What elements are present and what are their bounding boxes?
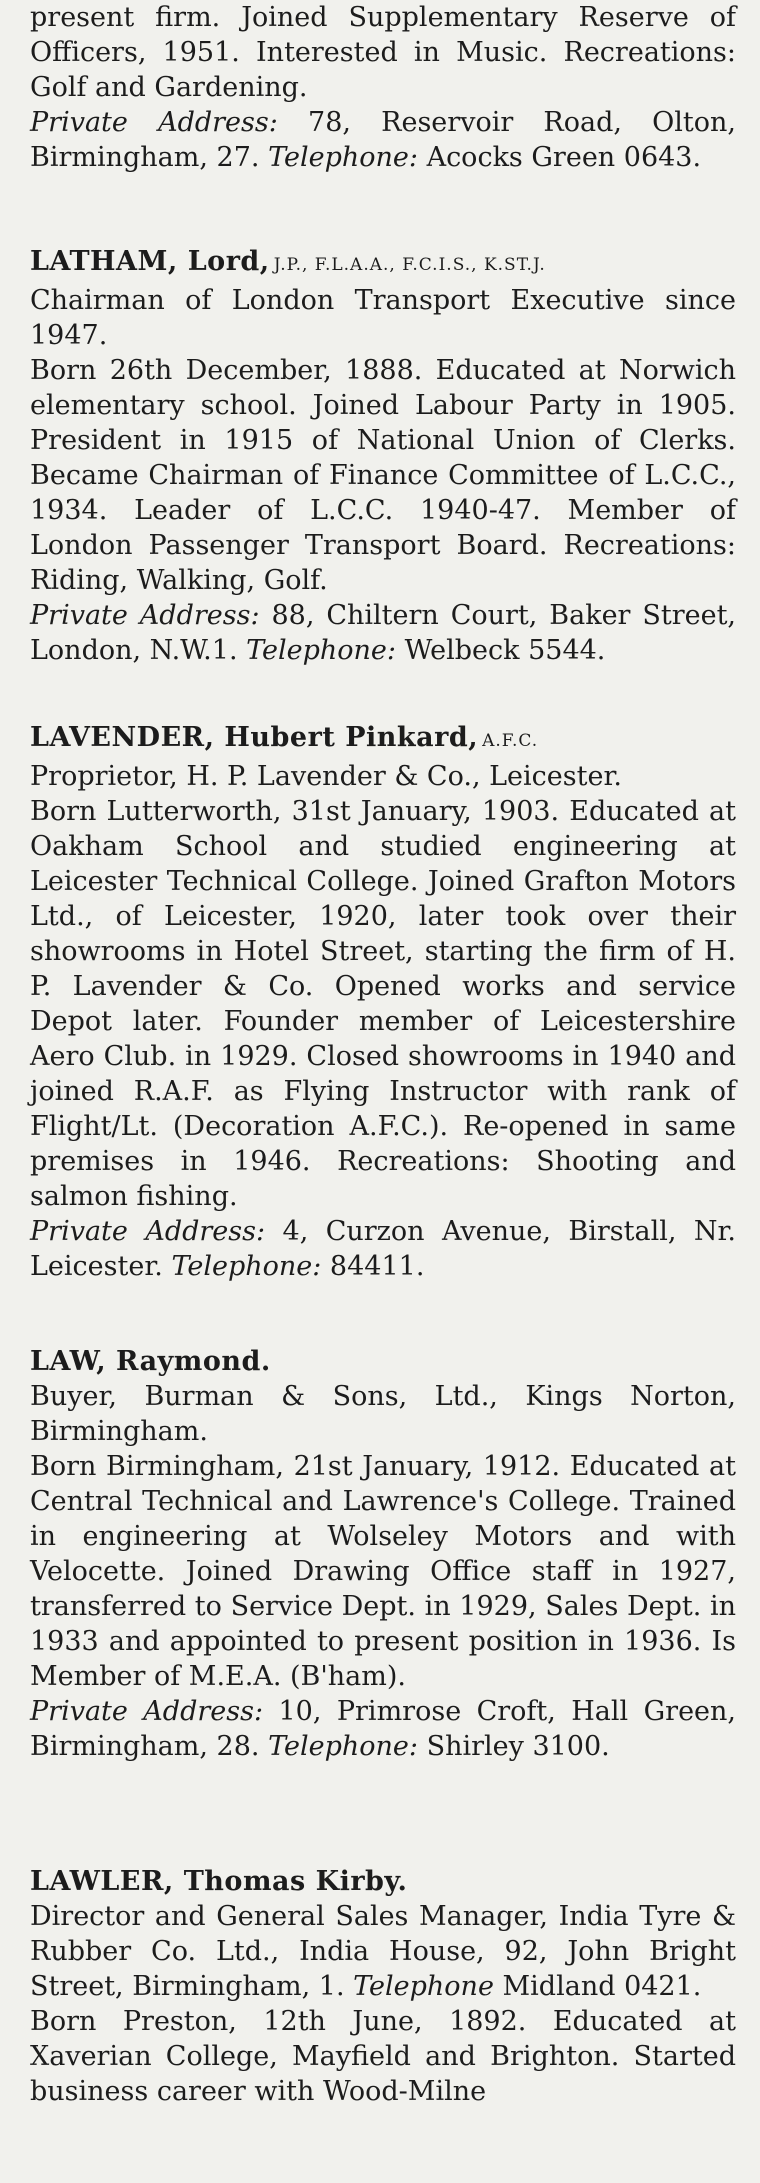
entry-text: 10, Primrose Croft, Hall Green, Birmingham, 28. xyxy=(30,1696,736,1762)
entry-heading xyxy=(30,720,736,759)
entry-paragraph xyxy=(30,1449,736,1694)
entry-honours: A.F.C. xyxy=(482,731,539,751)
entry-text: Born 26th December, 1888. Educated at Norwich elementary school. Joined Labour Party in 1905. President in 1915 of National Union of Clerks. Became Chairman of Finance Committee of L.C.C., 1934. Leader of L.C.C. 1940-47. Member of London Passenger Transport Board. Recreations: Riding, Walking, Golf. xyxy=(30,355,736,596)
entry-paragraph xyxy=(30,794,736,1214)
entry-paragraph xyxy=(30,759,736,794)
entry-paragraph xyxy=(30,1694,736,1764)
entry-paragraph xyxy=(30,353,736,598)
field-label: Private Address: xyxy=(30,600,260,631)
entry-name: LAWLER, Thomas Kirby. xyxy=(30,1866,408,1897)
entry-text: Born Birmingham, 21st January, 1912. Educated at Central Technical and Lawrence's College. Trained in engineering at Wolseley Motors and with Velocette. Joined Drawing Office staff in 1927, transferred to Service Dept. in 1929, Sales Dept. in 1933 and appointed to present position in 1936. Is Member of M.E.A. (B'ham). xyxy=(30,1451,736,1692)
entry-text: present firm. Joined Supplementary Reserve of Officers, 1951. Interested in Music. Recreations: Golf and Gardening. xyxy=(30,2,736,103)
entry-text: 88, Chiltern Court, Baker Street, London, N.W.1. xyxy=(30,600,737,666)
entry-text: Midland 0421. xyxy=(493,1971,702,2002)
entry-latham xyxy=(30,244,736,668)
entry-paragraph xyxy=(30,105,736,175)
entry-lavender xyxy=(30,720,736,1284)
entry-text: Shirley 3100. xyxy=(417,1731,610,1762)
entry-continuation xyxy=(30,0,736,175)
entry-paragraph xyxy=(30,283,736,353)
entry-text: 4, Curzon Avenue, Birstall, Nr. Leicester. xyxy=(30,1216,736,1282)
entry-paragraph xyxy=(30,1214,736,1284)
entry-text: Born Preston, 12th June, 1892. Educated at Xaverian College, Mayfield and Brighton. Started business career with Wood-Milne xyxy=(30,2006,736,2107)
field-label: Telephone: xyxy=(268,142,418,173)
entry-text: 78, Reservoir Road, Olton, Birmingham, 27. xyxy=(30,107,737,173)
entry-honours: J.P., F.L.A.A., F.C.I.S., K.ST.J. xyxy=(273,255,546,275)
field-label: Telephone xyxy=(353,1971,494,2002)
entry-law xyxy=(30,1344,736,1764)
entry-paragraph xyxy=(30,598,736,668)
entry-heading xyxy=(30,1344,736,1379)
field-label: Telephone: xyxy=(171,1251,322,1282)
entry-text: Director and General Sales Manager, India Tyre & Rubber Co. Ltd., India House, 92, John Bright Street, Birmingham, 1. xyxy=(30,1901,736,2002)
entry-text: Proprietor, H. P. Lavender & Co., Leicester. xyxy=(30,761,622,792)
field-label: Private Address: xyxy=(30,107,278,138)
field-label: Telephone: xyxy=(246,635,397,666)
entry-text: Born Lutterworth, 31st January, 1903. Educated at Oakham School and studied engineering at Leicester Technical College. Joined Grafton Motors Ltd., of Leicester, 1920, later took over their showrooms in Hotel Street, starting the firm of H. P. Lavender & Co. Opened works and service Depot later. Founder member of Leicestershire Aero Club. in 1929. Closed showrooms in 1940 and joined R.A.F. as Flying Instructor with rank of Flight/Lt. (Decoration A.F.C.). Re-opened in same premises in 1946. Recreations: Shooting and salmon fishing. xyxy=(30,796,736,1212)
field-label: Private Address: xyxy=(30,1696,264,1727)
entry-text: Buyer, Burman & Sons, Ltd., Kings Norton, Birmingham. xyxy=(30,1381,736,1447)
field-label: Telephone: xyxy=(268,1731,418,1762)
entry-text: Welbeck 5544. xyxy=(396,635,606,666)
entry-text: Acocks Green 0643. xyxy=(417,142,702,173)
entry-name: LAW, Raymond. xyxy=(30,1346,271,1377)
entry-name: LAVENDER, Hubert Pinkard, xyxy=(30,722,479,753)
entry-text: 84411. xyxy=(321,1251,425,1282)
field-label: Private Address: xyxy=(30,1216,266,1247)
entry-paragraph xyxy=(30,0,736,105)
entry-paragraph xyxy=(30,2004,736,2109)
entry-name: LATHAM, Lord, xyxy=(30,246,270,277)
entry-paragraph xyxy=(30,1899,736,2004)
entry-heading xyxy=(30,244,736,283)
entry-lawler xyxy=(30,1864,736,2109)
entry-paragraph xyxy=(30,1379,736,1449)
entry-heading xyxy=(30,1864,736,1899)
entry-text: Chairman of London Transport Executive since 1947. xyxy=(30,285,736,351)
